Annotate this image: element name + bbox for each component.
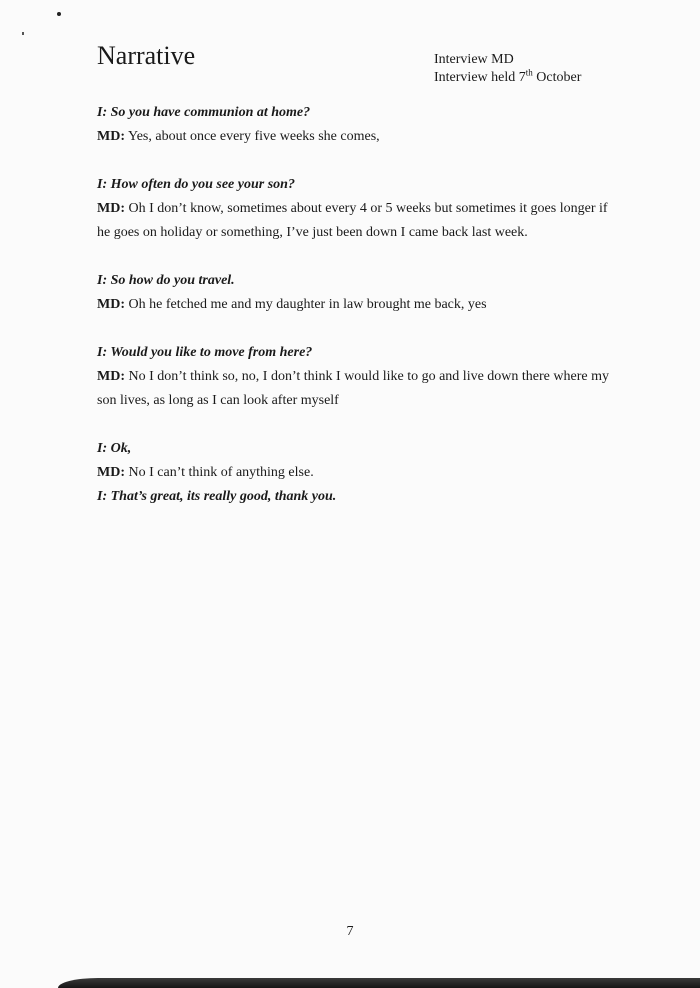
answer-text: Oh he fetched me and my daughter in law brought me back, yes [125, 297, 487, 312]
interviewer-question: I: So you have communion at home? [97, 105, 311, 120]
interview-date-ordinal: th [525, 67, 533, 78]
exchange [97, 173, 617, 245]
respondent-answer [97, 197, 617, 245]
speaker-label: MD: [97, 129, 125, 144]
interview-date [434, 69, 581, 87]
scan-speck [22, 32, 24, 35]
respondent-answer [97, 293, 617, 317]
interview-date-prefix: Interview held 7 [434, 70, 526, 85]
closing-remark: I: That’s great, its really good, thank you. [97, 489, 337, 504]
answer-text: Oh I don’t know, sometimes about every 4 or 5 weeks but sometimes it goes longer if he goes on holiday or something, I’ve just been down I came back last week. [97, 201, 608, 240]
respondent-answer [97, 125, 617, 149]
exchange [97, 437, 617, 485]
respondent-answer [97, 461, 617, 485]
exchange [97, 341, 617, 413]
respondent-answer [97, 365, 617, 413]
page-title: Narrative [97, 41, 196, 70]
interviewer-question: I: So how do you travel. [97, 273, 235, 288]
exchange [97, 101, 617, 149]
speaker-label: MD: [97, 297, 125, 312]
interview-label: Interview MD [434, 52, 514, 67]
transcript [97, 101, 617, 509]
speaker-label: MD: [97, 465, 125, 480]
interviewer-question: I: Ok, [97, 441, 132, 456]
page-number: 7 [346, 924, 354, 939]
speaker-label: MD: [97, 369, 125, 384]
scan-speck [57, 12, 61, 16]
interview-meta [434, 51, 581, 87]
answer-text: No I don’t think so, no, I don’t think I would like to go and live down there where my son lives, as long as I can look after myself [97, 369, 609, 408]
exchange [97, 269, 617, 317]
scan-bottom-edge [58, 978, 700, 988]
speaker-label: MD: [97, 201, 125, 216]
answer-text: No I can’t think of anything else. [125, 465, 314, 480]
answer-text: Yes, about once every five weeks she comes, [125, 129, 380, 144]
interviewer-question: I: How often do you see your son? [97, 177, 295, 192]
interviewer-question: I: Would you like to move from here? [97, 345, 313, 360]
interview-date-suffix: October [532, 70, 582, 85]
